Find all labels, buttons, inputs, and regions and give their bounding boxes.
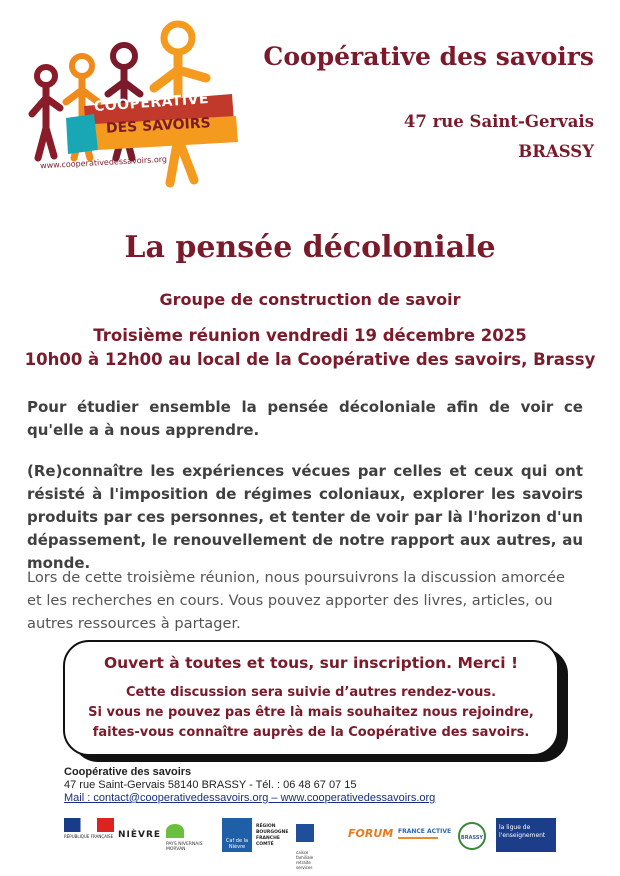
- region-bfc-logo: RÉGION BOURGOGNE FRANCHE COMTÉ: [256, 824, 289, 847]
- caisse-familiale-logo: caisse familiale retraite services: [296, 818, 344, 852]
- event-subtitle: Groupe de construction de savoir: [159, 290, 461, 309]
- callout-line1: Cette discussion sera suivie d’autres rendez-vous.: [125, 685, 497, 700]
- footer: [64, 766, 435, 805]
- event-title: La pensée décoloniale: [124, 230, 496, 265]
- meeting-date: Troisième réunion vendredi 19 décembre 2025: [93, 326, 527, 345]
- caf-logo: Caf de la Nièvre: [222, 818, 252, 852]
- callout-line3: faites-vous connaître auprès de la Coopérative des savoirs.: [92, 725, 530, 740]
- republique-francaise-logo: RÉPUBLIQUE FRANÇAISE: [64, 818, 114, 852]
- logo-line1: COOPÉRATIVE: [93, 91, 210, 115]
- callout-line2: Si vous ne pouvez pas être là mais souhaitez nous rejoindre,: [88, 705, 534, 720]
- org-name: Coopérative des savoirs: [263, 42, 594, 71]
- nievre-logo: NIÈVRE: [118, 830, 162, 840]
- callout-box: [63, 640, 559, 756]
- france-active-logo: FRANCE ACTIVE: [398, 818, 452, 852]
- ligue-enseignement-logo: la ligue de l'enseignement: [496, 818, 556, 852]
- cooperative-logo: [24, 18, 254, 193]
- logo-url: www.cooperativedessavoirs.org: [39, 154, 168, 171]
- description-paragraph: (Re)connaître les expériences vécues par celles et ceux qui ont résisté à l'imposition de régimes coloniaux, explorer les savoirs produits par ces personnes, et tenter de voir par là l'horizon d'un dépassement, le renouvellement de notre rapport aux autres, au monde.: [27, 462, 583, 572]
- address-street: 47 rue Saint-Gervais: [403, 112, 594, 131]
- footer-org: Coopérative des savoirs: [64, 766, 192, 778]
- logo-line2: DES SAVOIRS: [105, 115, 212, 137]
- callout-heading: Ouvert à toutes et tous, sur inscription. Merci !: [103, 654, 519, 672]
- details-paragraph: Lors de cette troisième réunion, nous poursuivrons la discussion amorcée et les recherches en cours. Vous pouvez apporter des livres, articles, ou autres ressources à partager.: [27, 569, 565, 632]
- footer-address: 47 rue Saint-Gervais 58140 BRASSY - Tél. : 06 48 67 07 15: [64, 779, 357, 791]
- footer-links[interactable]: Mail : contact@cooperativedessavoirs.org – www.cooperativedessavoirs.org: [64, 792, 436, 804]
- address-city: BRASSY: [518, 142, 594, 161]
- partner-logos: [64, 818, 558, 870]
- pays-nivernais-morvan-logo: PAYS NIVERNAIS MORVAN: [166, 818, 218, 852]
- forum-logo: FORUM: [348, 827, 394, 840]
- brassy-logo: BRASSY: [458, 818, 488, 852]
- meeting-time-place: 10h00 à 12h00 au local de la Coopérative des savoirs, Brassy: [24, 350, 596, 369]
- intro-paragraph: Pour étudier ensemble la pensée décoloniale afin de voir ce qu'elle a à nous apprendre.: [27, 398, 583, 439]
